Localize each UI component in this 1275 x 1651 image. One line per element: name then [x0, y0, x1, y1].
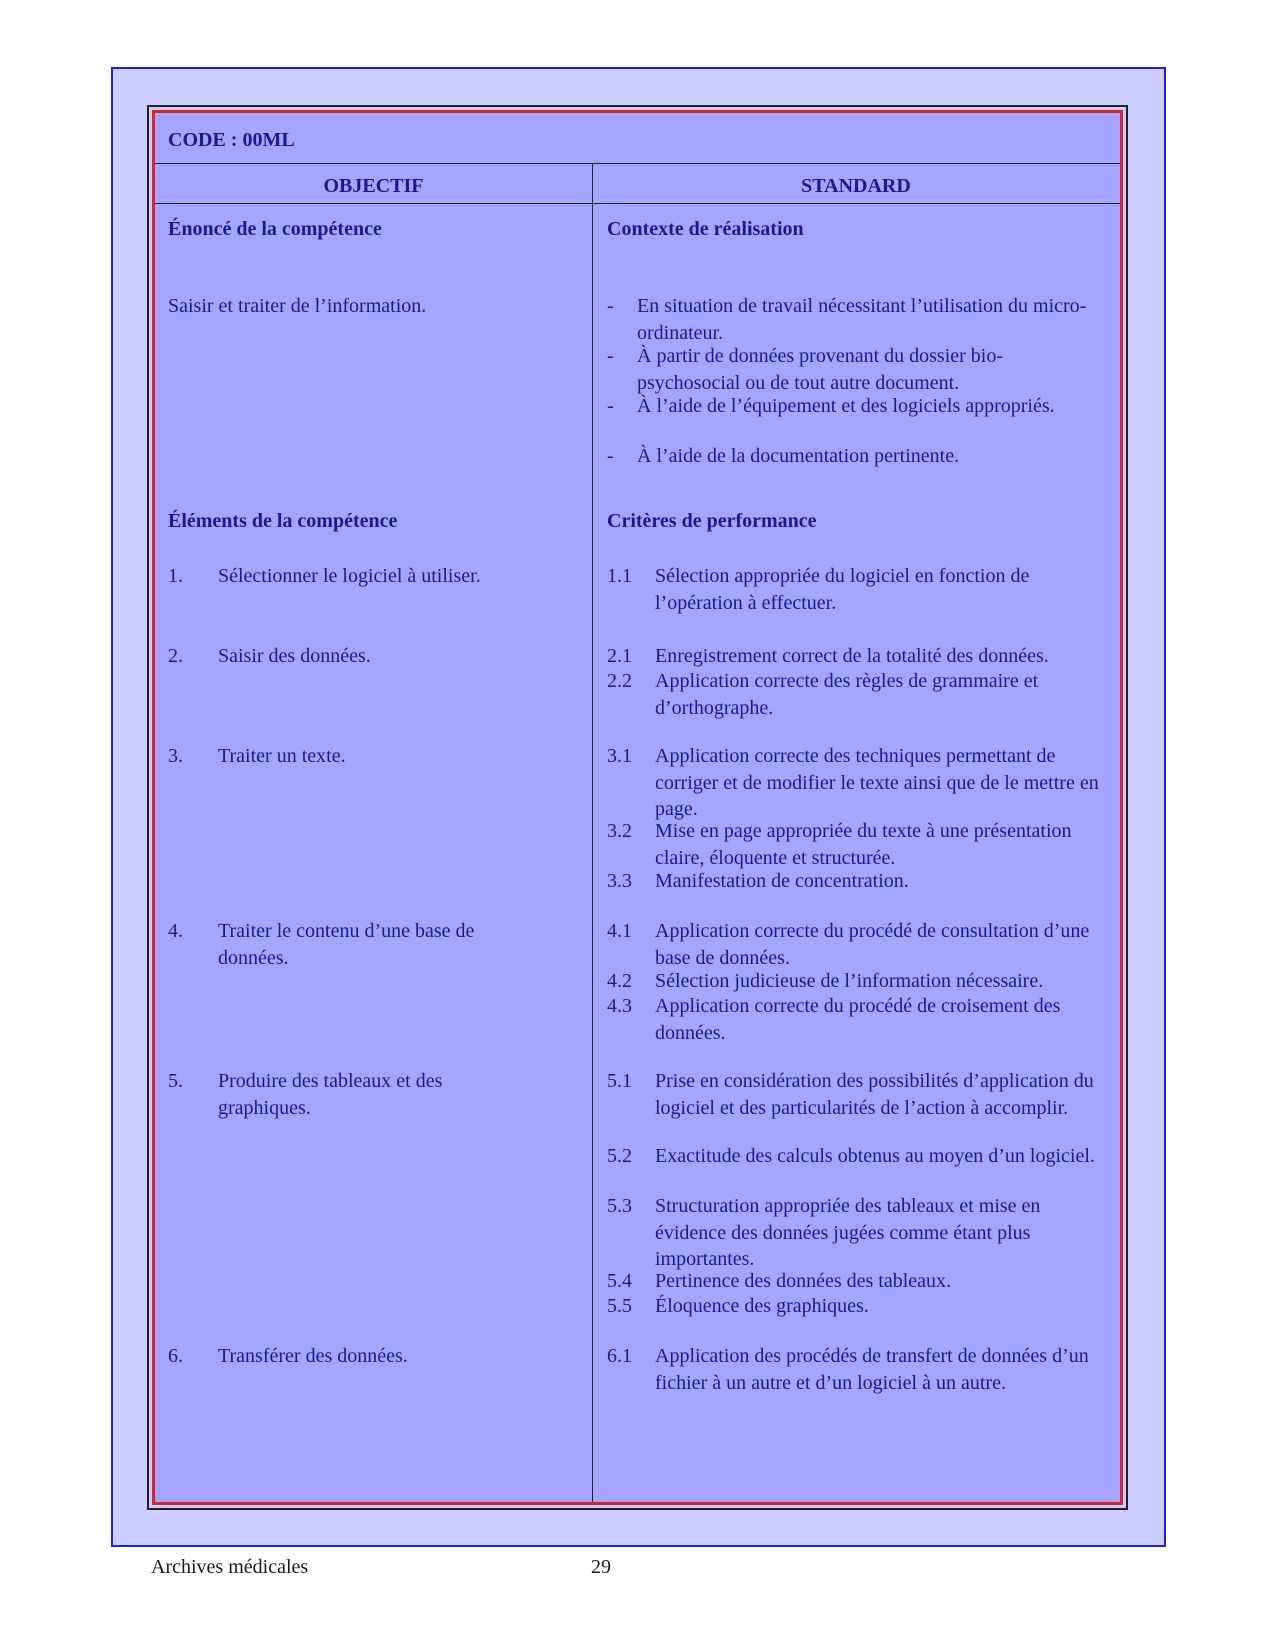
critere-item — [607, 1068, 1102, 1121]
critere-text: Sélection appropriée du logiciel en fonction de l’opération à effectuer. — [655, 565, 1030, 614]
element-item — [168, 563, 588, 590]
critere-item — [607, 918, 1102, 971]
critere-number: 5.2 — [607, 1145, 632, 1167]
critere-item — [607, 643, 1102, 670]
critere-text: Enregistrement correct de la totalité des données. — [655, 645, 1049, 667]
critere-number: 2.1 — [607, 645, 632, 667]
contexte-item — [607, 293, 1087, 346]
critere-number: 5.4 — [607, 1270, 632, 1292]
critere-number: 4.2 — [607, 970, 632, 992]
page-footer — [151, 1556, 611, 1579]
critere-number: 5.1 — [607, 1070, 632, 1092]
critere-item — [607, 868, 1102, 895]
element-text: Traiter un texte. — [218, 745, 346, 767]
element-number: 5. — [168, 1070, 183, 1092]
header-objectif: OBJECTIF — [323, 175, 424, 197]
element-text: Sélectionner le logiciel à utiliser. — [218, 565, 481, 587]
critere-number: 5.5 — [607, 1295, 632, 1317]
code-label: CODE : 00ML — [168, 129, 295, 151]
critere-item — [607, 1268, 1102, 1295]
contexte-item-text: À l’aide de la documentation pertinente. — [637, 445, 960, 467]
contexte-item — [607, 393, 1087, 420]
element-text: Traiter le contenu d’une base de données. — [218, 920, 475, 969]
bullet-dash: - — [607, 445, 614, 467]
contexte-item — [607, 443, 1087, 470]
critere-text: Application correcte du procédé de croisement des données. — [655, 995, 1061, 1044]
critere-item — [607, 968, 1102, 995]
critere-number: 5.3 — [607, 1195, 632, 1217]
contexte-item-text: À l’aide de l’équipement et des logiciels appropriés. — [637, 395, 1055, 417]
critere-text: Exactitude des calculs obtenus au moyen d’un logiciel. — [655, 1145, 1095, 1167]
critere-text: Application correcte des règles de grammaire et d’orthographe. — [655, 670, 1039, 719]
enonce-text: Saisir et traiter de l’information. — [168, 295, 427, 317]
element-number: 1. — [168, 565, 183, 587]
critere-item — [607, 1193, 1102, 1273]
critere-text: Prise en considération des possibilités d’application du logiciel et des particularités de l’action à accomplir. — [655, 1070, 1094, 1119]
critere-number: 2.2 — [607, 670, 632, 692]
header-row — [155, 163, 1120, 204]
critere-number: 3.3 — [607, 870, 632, 892]
critere-text: Manifestation de concentration. — [655, 870, 909, 892]
bullet-dash: - — [607, 395, 614, 417]
criteres-title: Critères de performance — [607, 510, 817, 532]
critere-text: Sélection judicieuse de l’information nécessaire. — [655, 970, 1044, 992]
bullet-dash: - — [607, 345, 614, 367]
element-text: Produire des tableaux et des graphiques. — [218, 1070, 443, 1119]
critere-item — [607, 1293, 1102, 1320]
element-item — [168, 743, 588, 770]
element-item — [168, 1343, 588, 1370]
critere-text: Application correcte des techniques permettant de corriger et de modifier le texte ainsi que de le mettre en page. — [655, 745, 1099, 820]
critere-text: Application correcte du procédé de consultation d’une base de données. — [655, 920, 1090, 969]
critere-item — [607, 818, 1102, 871]
critere-item — [607, 993, 1102, 1046]
contexte-item-text: En situation de travail nécessitant l’utilisation du micro-ordinateur. — [637, 295, 1087, 344]
header-standard: STANDARD — [801, 175, 911, 197]
critere-number: 4.1 — [607, 920, 632, 942]
competence-table-inner — [152, 110, 1123, 1505]
critere-item — [607, 668, 1102, 721]
element-number: 4. — [168, 920, 183, 942]
element-number: 3. — [168, 745, 183, 767]
bullet-dash: - — [607, 295, 614, 317]
element-item — [168, 1068, 478, 1121]
contexte-title: Contexte de réalisation — [607, 218, 804, 240]
element-text: Saisir des données. — [218, 645, 371, 667]
critere-text: Application des procédés de transfert de données d’un fichier à un autre et d’un logiciel à un autre. — [655, 1345, 1089, 1394]
element-item — [168, 918, 508, 971]
critere-item — [607, 1143, 1102, 1170]
critere-text: Structuration appropriée des tableaux et mise en évidence des données jugées comme étant plus importantes. — [655, 1195, 1041, 1270]
elements-title: Éléments de la compétence — [168, 510, 398, 532]
enonce-title: Énoncé de la compétence — [168, 218, 382, 240]
contexte-item-text: À partir de données provenant du dossier bio-psychosocial ou de tout autre document. — [637, 345, 1004, 394]
element-text: Transférer des données. — [218, 1345, 408, 1367]
element-item — [168, 643, 588, 670]
critere-text: Pertinence des données des tableaux. — [655, 1270, 952, 1292]
critere-text: Éloquence des graphiques. — [655, 1295, 869, 1317]
element-number: 6. — [168, 1345, 183, 1367]
critere-text: Mise en page appropriée du texte à une présentation claire, éloquente et structurée. — [655, 820, 1072, 869]
code-row — [155, 113, 1120, 164]
page-number: 29 — [591, 1556, 611, 1578]
column-divider — [592, 163, 593, 1502]
critere-number: 3.1 — [607, 745, 632, 767]
critere-number: 6.1 — [607, 1345, 632, 1367]
contexte-item — [607, 343, 1087, 396]
critere-item — [607, 563, 1102, 616]
critere-number: 1.1 — [607, 565, 632, 587]
critere-item — [607, 1343, 1102, 1396]
element-number: 2. — [168, 645, 183, 667]
critere-number: 3.2 — [607, 820, 632, 842]
critere-item — [607, 743, 1102, 823]
competence-table — [147, 105, 1128, 1510]
critere-number: 4.3 — [607, 995, 632, 1017]
footer-title: Archives médicales — [151, 1556, 309, 1578]
